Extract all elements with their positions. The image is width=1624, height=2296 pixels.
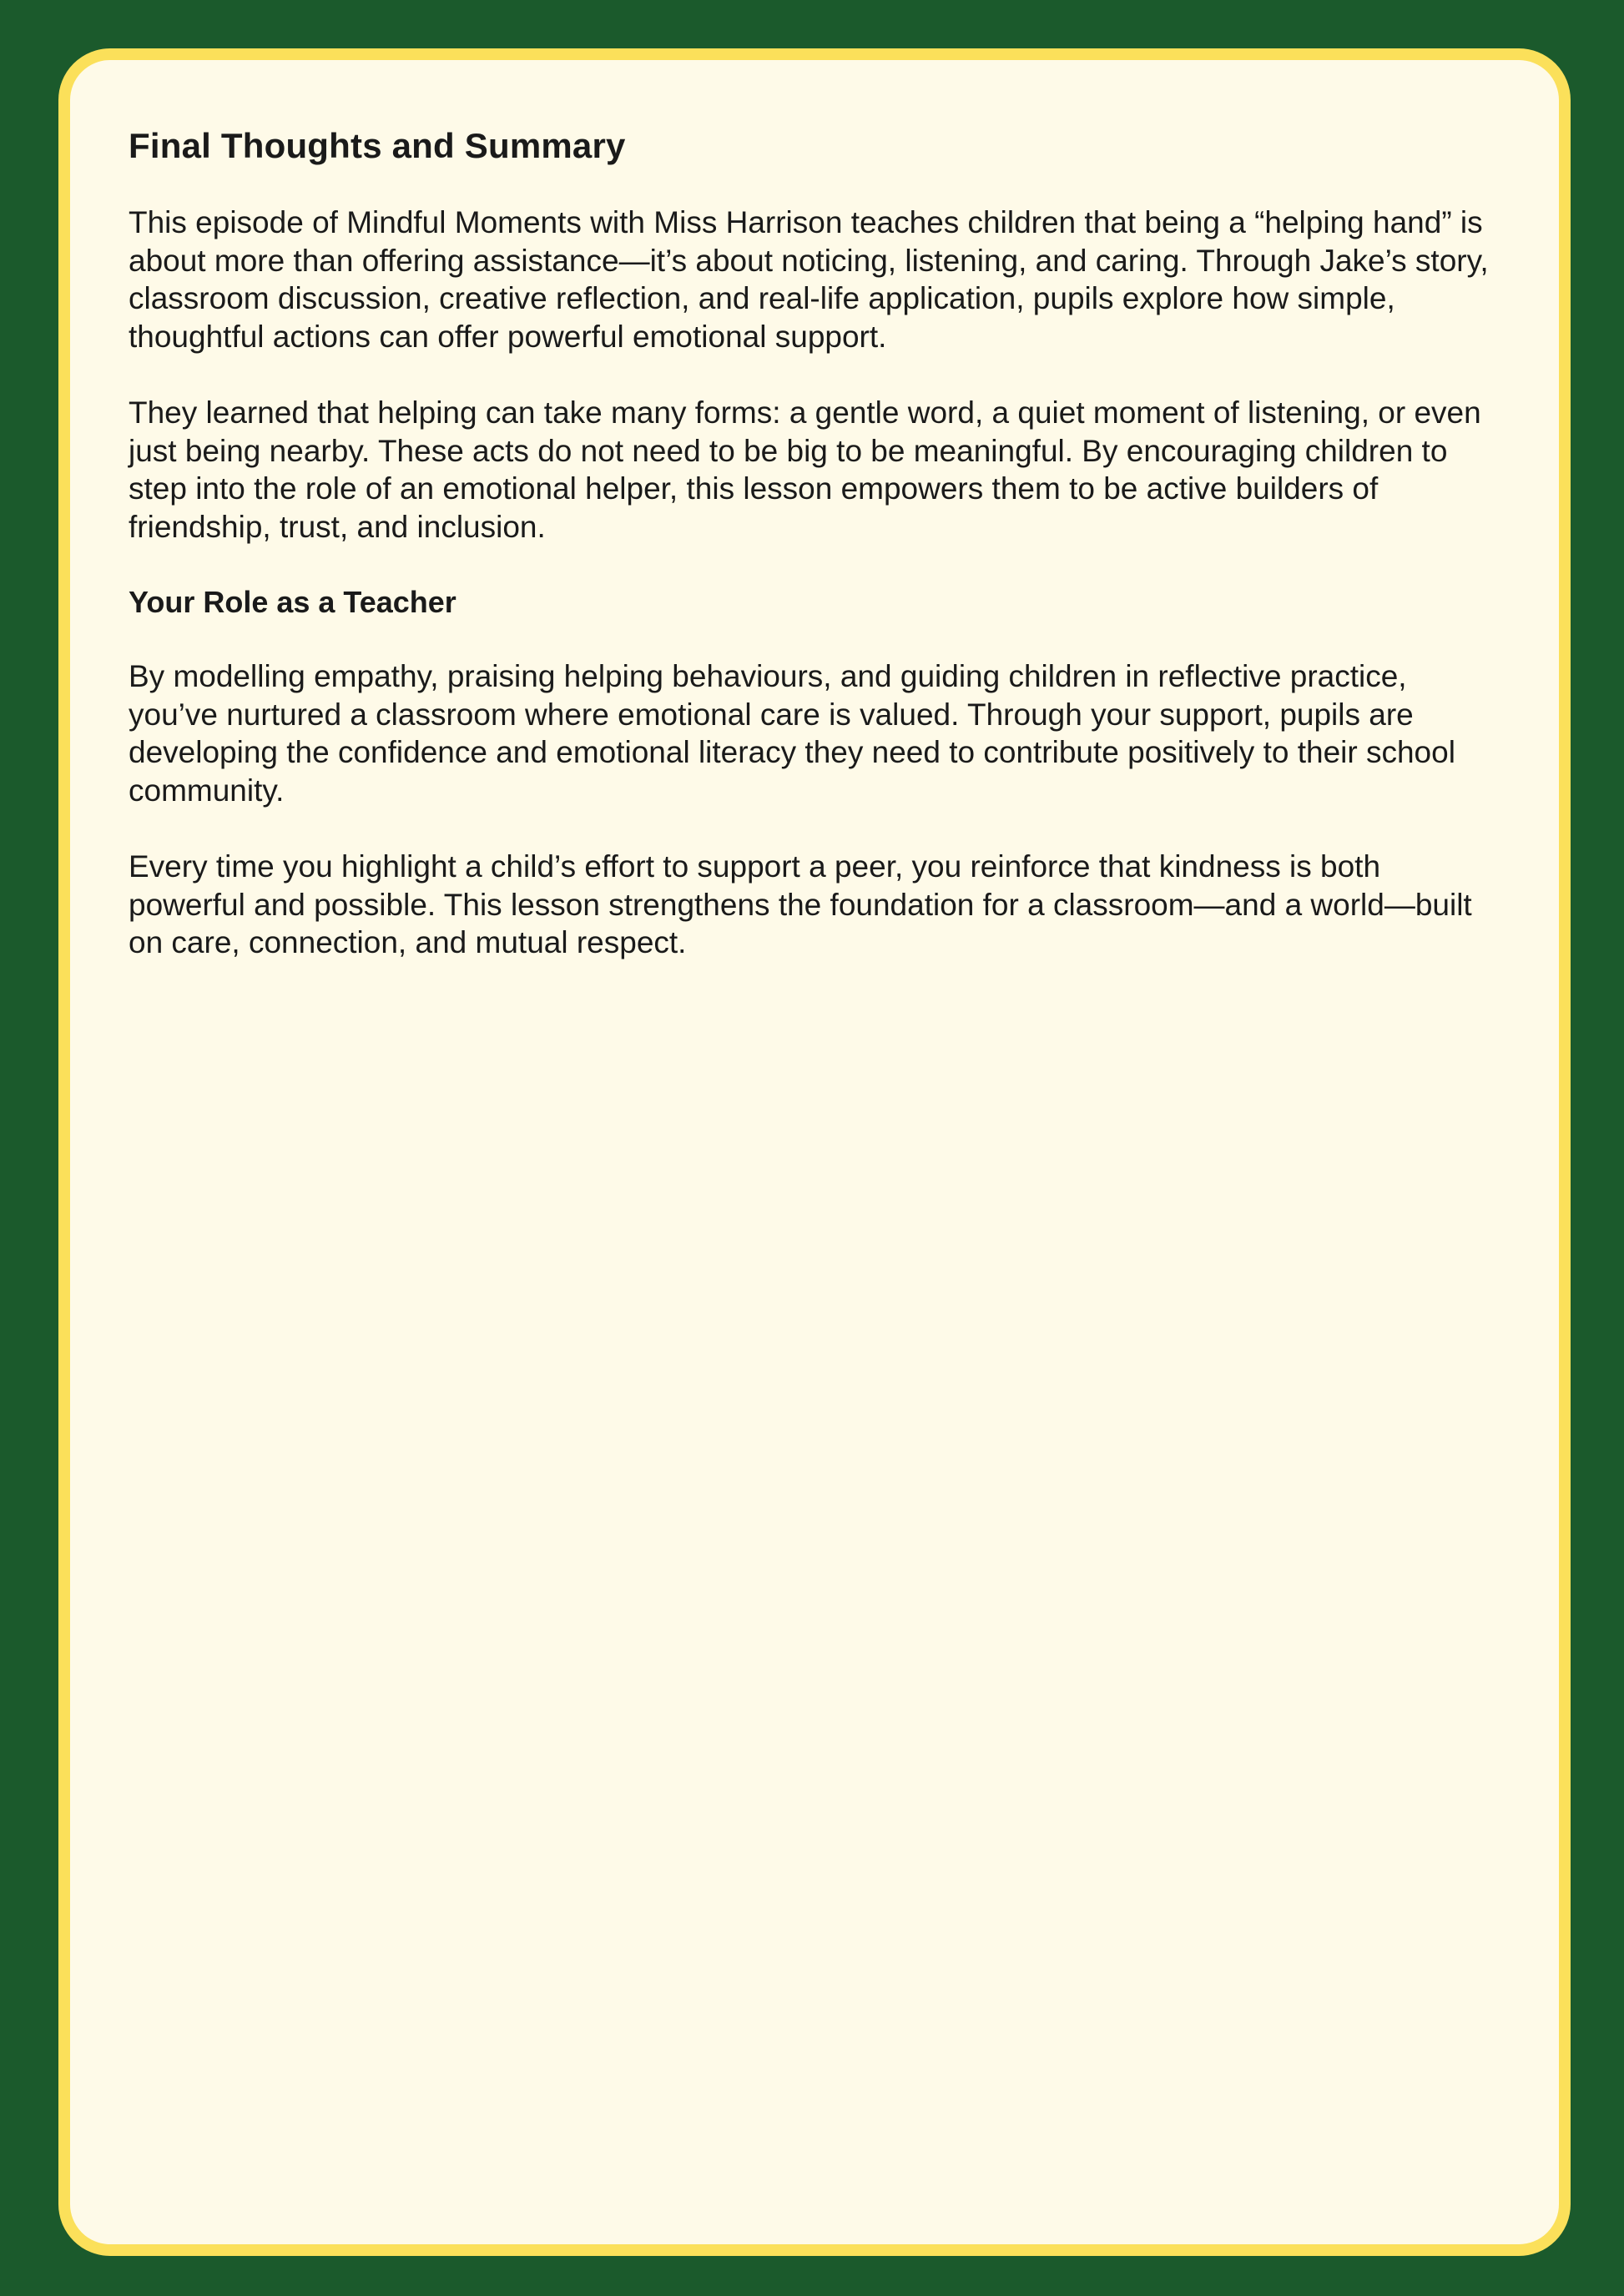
- teacher-role-paragraph-2: Every time you highlight a child’s effort to support a peer, you reinforce that kindness is both powerful and possible. This lesson strengthens the foundation for a classroom—and a world—built on care, connection, and mutual respect.: [129, 849, 1472, 959]
- page-title: Final Thoughts and Summary: [129, 126, 626, 165]
- teacher-role-paragraph-1: By modelling empathy, praising helping behaviours, and guiding children in reflective practice, you’ve nurtured a classroom where emotional care is valued. Through your support, pupils are developing the confidence and emotional literacy they need to contribute positively to their school community.: [129, 659, 1455, 808]
- summary-paragraph-2: They learned that helping can take many forms: a gentle word, a quiet moment of listening, or even just being nearby. These acts do not need to be big to be meaningful. By encouraging children to step into the role of an emotional helper, this lesson empowers them to be active builders of friendship, trust, and inclusion.: [129, 395, 1481, 544]
- document-card: [58, 48, 1571, 2256]
- section-title-teacher-role: Your Role as a Teacher: [129, 585, 456, 619]
- summary-paragraph-1: This episode of Mindful Moments with Miss Harrison teaches children that being a “helping hand” is about more than offering assistance—it’s about noticing, listening, and caring. Through Jake’s story, classroom discussion, creative reflection, and real-life application, pupils explore how simple, thoughtful actions can offer powerful emotional support.: [129, 205, 1489, 354]
